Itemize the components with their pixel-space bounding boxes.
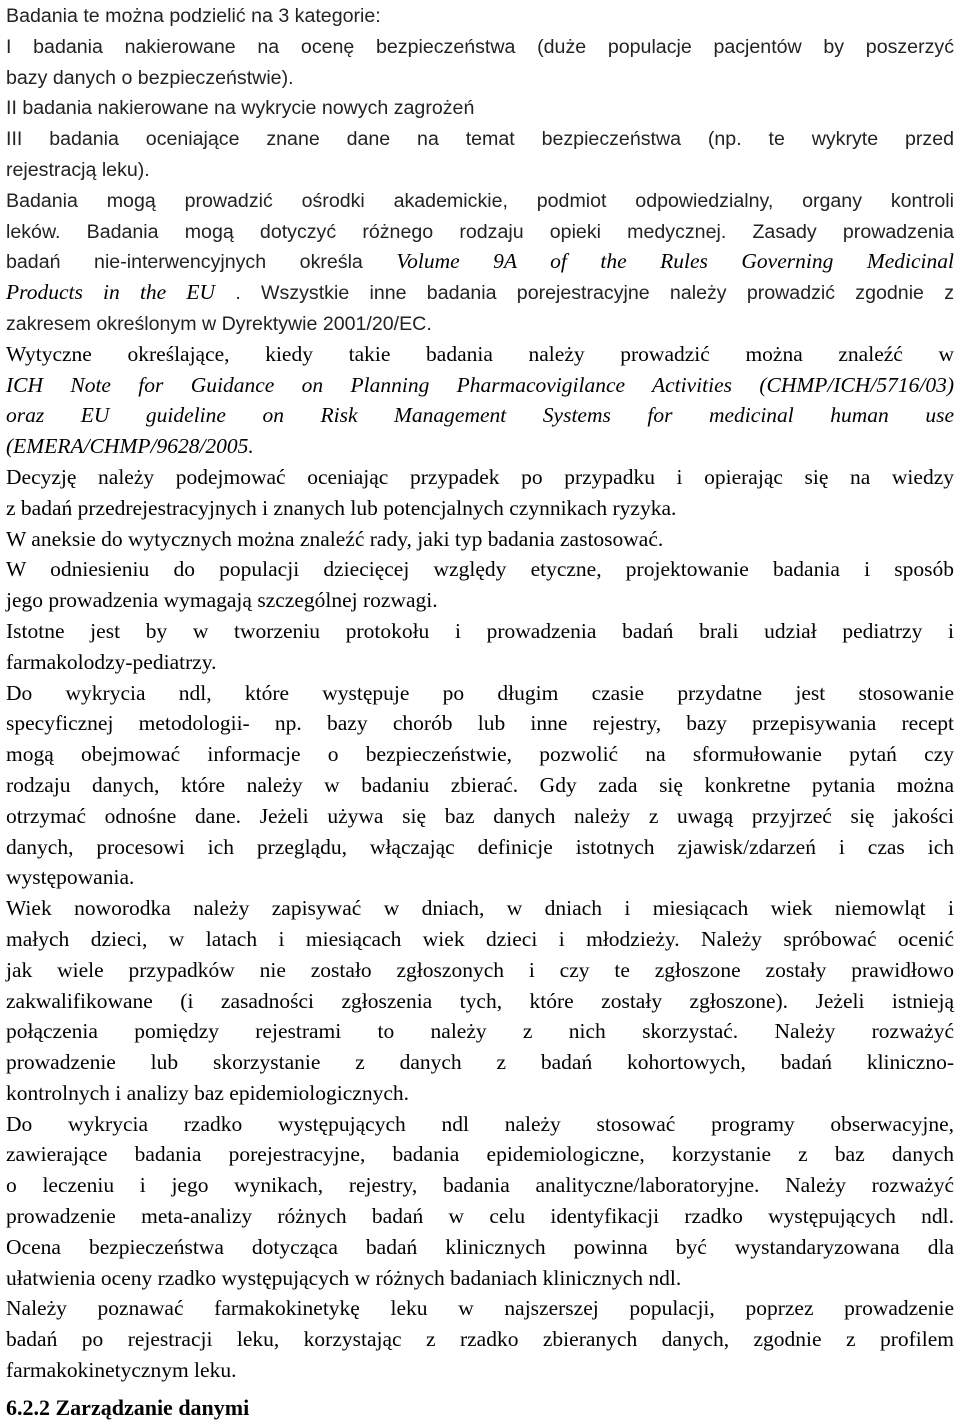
document-body (6, 0, 954, 1386)
text-line (6, 1201, 954, 1232)
text-line (6, 154, 954, 185)
text-segment: W odniesieniu do populacji dziecięcej względy etyczne, projektowanie badania i sposób (6, 557, 954, 582)
text-line (6, 123, 954, 154)
text-segment: badań po rejestracji leku, korzystając z rzadko zbieranych danych, zgodnie z profilem (6, 1327, 954, 1352)
text-line (6, 1355, 954, 1386)
text-segment: I badania nakierowane na ocenę bezpieczeństwa (duże populacje pacjentów by poszerzyć (6, 35, 954, 58)
text-line (6, 493, 954, 524)
text-segment: połączenia pomiędzy rejestrami to należy z nich skorzystać. Należy rozważyć (6, 1019, 954, 1044)
text-line (6, 1047, 954, 1078)
text-line (6, 1170, 954, 1201)
text-line (6, 0, 954, 31)
text-segment: zakwalifikowane (i zasadności zgłoszenia tych, które zostały zgłoszone). Jeżeli istnieją (6, 988, 954, 1013)
text-segment: bazy danych o bezpieczeństwie). (6, 66, 294, 89)
text-segment: leków. Badania mogą dotyczyć różnego rodzaju opieki medycznej. (6, 220, 753, 243)
text-segment: rejestracją leku). (6, 158, 150, 181)
text-segment: Zasady prowadzenia (752, 220, 954, 243)
text-line (6, 339, 954, 370)
text-segment: prowadzenie meta-analizy różnych badań w celu identyfikacji rzadko występujących ndl. (6, 1204, 954, 1229)
italic-text: (EMERA/CHMP/9628/2005. (6, 434, 254, 459)
text-line (6, 955, 954, 986)
text-line (6, 678, 954, 709)
text-segment: rodzaju danych, które należy w badaniu zbierać. Gdy zada się konkretne pytania można (6, 772, 954, 797)
text-segment: badań nie-interwencyjnych określa (6, 251, 397, 274)
text-segment: Należy poznawać farmakokinetykę leku w najszerszej populacji, poprzez prowadzenie (6, 1296, 954, 1321)
section-heading: 6.2.2 Zarządzanie danymi (6, 1395, 250, 1420)
text-line (6, 1016, 954, 1047)
text-segment: jego prowadzenia wymagają szczególnej rozwagi. (6, 588, 438, 613)
text-segment: Decyzję należy podejmować oceniając przypadek po przypadku i opierając się na wiedzy (6, 464, 954, 489)
text-segment: W aneksie do wytycznych można znaleźć rady, jaki typ badania zastosować. (6, 526, 664, 551)
italic-text: oraz EU guideline on Risk Management Systems for medicinal human use (6, 403, 954, 428)
text-line (6, 370, 954, 401)
text-line (6, 1263, 954, 1294)
text-segment: występowania. (6, 865, 135, 890)
text-segment: małych dzieci, w latach i miesiącach wiek dzieci i młodzieży. Należy spróbować ocenić (6, 926, 954, 951)
text-line (6, 986, 954, 1017)
text-line (6, 1109, 954, 1140)
text-line (6, 585, 954, 616)
text-line (6, 554, 954, 585)
text-segment: Wytyczne określające, kiedy takie badania należy prowadzić można znaleźć w (6, 341, 954, 366)
text-line (6, 92, 954, 123)
text-segment: zawierające badania porejestracyjne, badania epidemiologiczne, korzystanie z baz danych (6, 1142, 954, 1167)
text-segment: . Wszystkie inne badania porejestracyjne należy prowadzić zgodnie z (215, 282, 955, 305)
text-line (6, 1232, 954, 1263)
text-line (6, 185, 954, 216)
text-line (6, 616, 954, 647)
text-line (6, 739, 954, 770)
text-line (6, 277, 954, 308)
text-line (6, 770, 954, 801)
text-segment: zakresem określonym w Dyrektywie 2001/20/EC. (6, 312, 432, 335)
text-segment: Ocena bezpieczeństwa dotycząca badań klinicznych powinna być wystandaryzowana dla (6, 1234, 954, 1259)
italic-text: ICH Note for Guidance on Planning Pharmacovigilance Activities (CHMP/ICH/5716/03) (6, 372, 954, 397)
text-line (6, 1078, 954, 1109)
text-segment: prowadzenie lub skorzystanie z danych z badań kohortowych, badań kliniczno- (6, 1050, 954, 1075)
text-segment: II badania nakierowane na wykrycie nowych zagrożeń (6, 97, 475, 120)
text-segment: farmakokinetycznym leku. (6, 1358, 237, 1383)
text-segment: mogą obejmować informacje o bezpieczeństwie, pozwolić na sformułowanie pytań czy (6, 742, 954, 767)
text-line (6, 308, 954, 339)
text-segment: ułatwienia oceny rzadko występujących w różnych badaniach klinicznych ndl. (6, 1265, 682, 1290)
text-segment: Badania te można podzielić na 3 kategorie: (6, 5, 381, 27)
text-line (6, 31, 954, 62)
text-line (6, 524, 954, 555)
text-line (6, 1293, 954, 1324)
italic-text: Volume 9A of the Rules Governing Medicinal (396, 249, 954, 274)
text-segment: III badania oceniające znane dane na temat bezpieczeństwa (np. te wykryte przed (6, 128, 954, 151)
text-segment: Istotne jest by w tworzeniu protokołu i prowadzenia badań brali udział pediatrzy i (6, 618, 954, 643)
text-segment: otrzymać odnośne dane. Jeżeli używa się baz danych należy z uwagą przyjrzeć się jakości (6, 803, 954, 828)
text-segment: danych, procesowi ich przeglądu, włączając definicje istotnych zjawisk/zdarzeń i czas ich (6, 834, 954, 859)
text-line (6, 462, 954, 493)
text-line (6, 893, 954, 924)
text-line (6, 431, 954, 462)
text-segment: farmakolodzy-pediatrzy. (6, 649, 217, 674)
text-line (6, 832, 954, 863)
text-segment: kontrolnych i analizy baz epidemiologicznych. (6, 1080, 409, 1105)
text-segment: Do wykrycia rzadko występujących ndl należy stosować programy obserwacyjne, (6, 1111, 954, 1136)
text-segment: Do wykrycia ndl, które występuje po długim czasie przydatne jest stosowanie (6, 680, 954, 705)
text-line (6, 801, 954, 832)
text-segment: specyficznej metodologii- np. bazy chorób lub inne rejestry, bazy przepisywania recept (6, 711, 954, 736)
text-line (6, 246, 954, 277)
text-segment: Wiek noworodka należy zapisywać w dniach, w dniach i miesiącach wiek niemowląt i (6, 896, 954, 921)
text-line (6, 924, 954, 955)
text-line (6, 862, 954, 893)
text-line (6, 1139, 954, 1170)
italic-text: Products in the EU (6, 280, 216, 305)
text-segment: jak wiele przypadków nie zostało zgłoszonych i czy te zgłoszone zostały prawidłowo (6, 957, 954, 982)
text-line (6, 216, 954, 247)
text-segment: o leczeniu i jego wynikach, rejestry, badania analityczne/laboratoryjne. Należy rozważyć (6, 1173, 954, 1198)
text-segment: z badań przedrejestracyjnych i znanych lub potencjalnych czynnikach ryzyka. (6, 495, 677, 520)
text-segment: Badania mogą prowadzić ośrodki akademickie, podmiot odpowiedzialny, organy kontroli (6, 189, 954, 212)
text-line (6, 708, 954, 739)
text-line (6, 400, 954, 431)
text-line (6, 62, 954, 93)
text-line (6, 1324, 954, 1355)
text-line (6, 647, 954, 678)
